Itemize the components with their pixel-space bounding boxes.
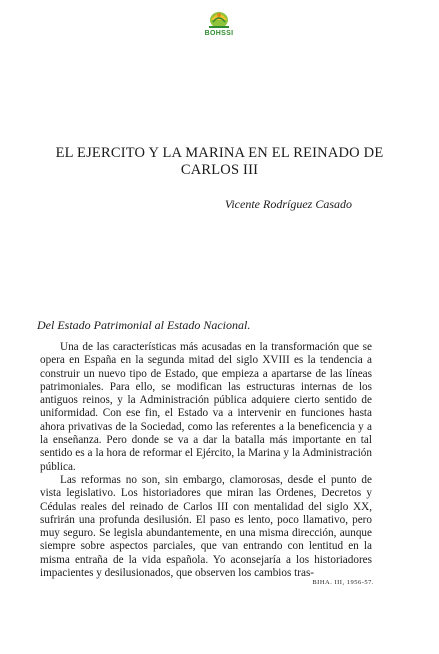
article-title	[30, 145, 409, 179]
publisher-logo	[199, 8, 239, 38]
article-body	[40, 341, 372, 580]
author-name: Vicente Rodríguez Casado	[224, 197, 352, 211]
paragraph-1: Una de las características más acusadas en la transformación que se opera en España en la segunda mitad del siglo XVIII es la tendencia a construir un nuevo tipo de Estado, que empieza a apartarse de las líneas patrimoniales. Para ello, se modifican las estructuras internas de los antiguos reinos, y la Administración pública adquiere cierto sentido de uniformidad. Con ese fin, el Estado va a intervenir en funciones hasta ahora privativas de la Sociedad, como las referentes a la beneficencia y a la enseñanza. Pero donde se va a dar la batalla más importante en tal sentido es a la hora de reformar el Ejército, la Marina y la Administración pública.	[40, 341, 372, 473]
title-line-2: CARLOS III	[180, 162, 259, 178]
section-heading: Del Estado Patrimonial al Estado Nacional.	[37, 318, 251, 332]
leaf-emblem-icon	[199, 8, 239, 30]
title-line-1: EL EJERCITO Y LA MARINA EN EL REINADO DE	[55, 145, 384, 161]
paragraph-2: Las reformas no son, sin embargo, clamorosas, desde el punto de vista legislativo. Los historiadores que miran las Ordenes, Decretos y Cédulas reales del reinado de Carlos III con mentalidad del siglo XX, sufrirán una profunda desilusión. El paso es lento, poco llamativo, pero muy seguro. Se legisla abundantemente, en una misma dirección, aunque siempre sobre aspectos parciales, que van entrando con lentitud en la misma entraña de la vida española. Yo aconsejaría a los historiadores impacientes y desilusionados, que observen los cambios tras-	[40, 473, 372, 580]
logo-text: BOHSSI	[204, 30, 234, 37]
journal-citation: BIHA. III, 1956-57.	[312, 579, 374, 586]
